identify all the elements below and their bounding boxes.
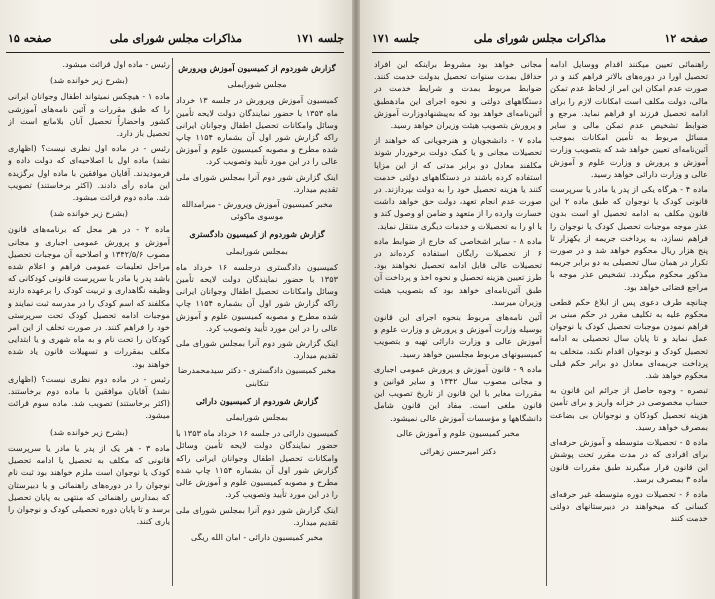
report-addressee: بمجلس شورایملی <box>226 245 288 256</box>
book-gutter <box>352 0 360 599</box>
right-page-number: صفحه ۱۲ <box>664 32 708 45</box>
reading-note: (بشرح زیر خوانده شد) <box>50 426 128 437</box>
right-header-rule <box>372 52 710 53</box>
report-heading: گزارش شوردوم از کمیسیون دادگستری <box>189 229 325 240</box>
report-addressee: بمجلس شورایملی <box>226 412 288 423</box>
report-heading: گزارش شوردوم از کمیسیون دارائی <box>195 395 319 406</box>
right-page-column-left <box>374 58 542 588</box>
report-signatory: دکتر امیرحسن زهرائی <box>419 446 497 457</box>
reading-note: (بشرح زیر خوانده شد) <box>50 75 128 86</box>
right-page-session: جلسه ۱۷۱ <box>372 32 420 45</box>
report-body: کمیسیون آموزش وپرورش در جلسه ۱۳ خرداد ماه ۱۳۵۳ با حضور نمایندگان دولت لایحه تأمین وسائل وامکانات تحصیل اطفال وجوانان ایرانی راکه گزارش شور اول آن بشماره ۱۱۵۴ چاپ شده مطرح و مصوبه کمیسیون علوم و آموزش عالی را در این مورد تأیید وتصویب کرد. <box>176 95 338 167</box>
report-body: کمیسیون دارائی در جلسه ۱۶ خرداد ماه ۱۳۵۳ با حضور نمایندگان دولت لایحه تأمین وسائل وامکانات تحصیل اطفال وجوانان ایرانی راکه گزارش شور اول آن بشماره ۱۱۵۴ چاپ شده مطرح و مصوبه کمیسیون علوم و آموزش عالی را در این مورد تأیید وتصویب کرد. <box>176 428 338 500</box>
report-signature: مخبر کمیسیون علوم و آموزش عالی <box>396 427 520 438</box>
speaker-line: رئیس - در ماده دوم نظری نیست؟ (اظهاری نشد) آقایان موافقین با ماده دوم برخاستند. (اکثر برخاستند) تصویب شد. ماده سوم قرائت میشود. <box>8 373 170 421</box>
left-page-title: مذاکرات مجلس شورای ملی <box>109 32 243 45</box>
article-text: ماده ۸ - سایر اشخاصی که خارج از ضوابط ماده ۶ از تحصیلات رایگان استفاده کرده‌اند در تحصیلات عالی قابل ادامه تحصیل نخواهند بود. طرز تعیین هزینه تحصیل و نحوه اخذ و پرداخت آن طبق آئین‌نامه‌ای خواهد بود که بتصویب هیئت وزیران میرسد. <box>374 235 542 307</box>
article-text: ماده ۵ - تحصیلات متوسطه و آموزش حرفه‌ای برای افرادی که در مدت مقرر تحت پوشش این قانون قرار میگیرند طبق مقررات قانون ماده ۳ بمصرف برسد. <box>550 437 708 484</box>
article-text: چنانچه طرف دعوی پس از ابلاغ حکم قطعی محکوم علیه به تکلیف مقرر در حکم مبنی بر فراهم نمودن موجبات تحصیل کودک یا نوجوان عمل نماید و تا پایان سال تحصیلی به ادامه تحصیل کودک و نوجوان اقدام نکند، متخلف به پرداخت جریمه‌ای معادل دو برابر حکم قبلی محکوم خواهد شد. <box>550 296 708 381</box>
article-text: ماده ۶ - تحصیلات دوره متوسطه غیر حرفه‌ای کسانی که میخواهند در دبیرستانهای دولتی خدمت کنند <box>550 488 708 524</box>
article-text: آئین نامه‌های مربوط بنحوه اجرای این قانون بوسیله وزارت آموزش و پرورش و وزارت علوم و آموزش عالی و وزارت دارائی تهیه و بتصویب کمیسیونهای مربوط مجلسین خواهد رسید. <box>374 312 542 359</box>
column-divider <box>546 58 547 586</box>
left-page-header <box>8 30 344 50</box>
right-page-column-right <box>550 58 708 588</box>
article-text: ماده ۱ - هیچکس نمیتواند اطفال وجوانان ایرانی را که طبق مقررات و آئین نامه‌های آموزشی کشور واحضاراً تحصیل آنان بلامانع است از تحصیل باز دارد. <box>8 91 170 139</box>
report-addressee: مجلس شورایملی <box>227 79 287 90</box>
article-text: ماده ۲ - در هر محل که برنامه‌های قانون آموزش و پرورش عمومی اجباری و مجانی مصوب ۱۳۴۲/۵/۶ و اصلاحیه آن موجبات تحصیل مراحل تعلیمات عمومی فراهم و اعلام شده باشد پدر یا مادر یا سرپرست قانونی کودکانی که وظیفه نگاهداری و تربیت کودک را برعهده دارند مکلفند که اسم کودک را در مدرسه ثبت نمایند و موجبات ادامه تحصیل کودک تحت سرپرستی خود را فراهم کنند. در صورت تخلف از این امر کودکان را تحت نام و به ماه شهری و یا ابتدایی مکلف بمقررات و تسهیلات قانون یاد شده خواهند بود. <box>8 224 170 369</box>
report-closing: اینک گزارش شور دوم آنرا بمجلس شورای ملی تقدیم میدارد. <box>176 171 338 194</box>
article-text: تبصره - وجوه حاصل از جرائم این قانون به حساب مخصوصی در خزانه واریز و برای تأمین هزینه تحصیل کودکان و نوجوانان بی بضاعت بمصرف خواهد رسید. <box>550 385 708 432</box>
speaker-line: رئیس - ماده اول قرائت میشود. <box>62 59 170 69</box>
report-heading: گزارش شوردوم از کمیسیون آموزش وپرورش <box>178 63 336 73</box>
report-signature: مخبر کمیسیون آموزش وپرورش - میرامدالله موسوی ماکوئی <box>181 199 333 222</box>
left-page <box>0 0 352 599</box>
article-text: ماده ۹ - قانون آموزش و پرورش عمومی اجباری و مجانی مصوب سال ۱۳۴۲ و سایر قوانین و مقررات مغایر با این قانون از تاریخ تصویب این قانون ملغی است. مفاد این قانون شامل دانشگاهها و مؤسسات آموزش عالی نمیشود. <box>374 363 542 423</box>
left-page-number: صفحه ۱۵ <box>8 32 52 45</box>
article-text: ماده ۷ - دانشجویان و هنرجویانی که خواهند از تحصیلات مجانی و یا کمک دولت برخوردار شوند مکلفند معادل دو برابر مدتی که از این مزایا استفاده کرده باشند در دستگاههای دولتی خدمت کنند یا هزینه تحصیل خود را به دولت بپردازند. در صورت عدم انجام تعهد، دولت حق خواهد داشت خسارت وارده را از متعهد و ضامن او وصول کند و یا او را به تحصیلات و خدمات دیگری منتقل نماید. <box>374 135 542 231</box>
report-body: کمیسیون دادگستری درجلسه ۱۶ خرداد ماه ۱۳۵۳ با حضور نمایندگان دولت لایحه تأمین وسائل وامکانات تحصیل اطفال وجوانان ایرانی راکه گزارش شور اول آن بشماره ۱۱۵۴ چاپ شده مطرح و مصوبه کمیسیون علوم و آموزش عالی را در این مورد تأیید وتصویب کرد. <box>176 261 338 333</box>
article-text: ماده ۴ - هرگاه یکی از پدر یا مادر یا سرپرست قانونی کودک یا نوجوان که طبق ماده ۲ این قانون مکلف به ادامه تحصیل او است بدون عذر موجه موجبات تحصیل کودک یا نوجوان را فراهم نسازد، به پرداخت جریمه از یکهزار تا پنج هزار ریال محکوم خواهد شد و در صورت تکرار در همان سال تحصیلی به دو برابر جریمه مذکور محکوم میگردد. تشخیص عذر موجه با مراجع قضائی خواهد بود. <box>550 184 708 292</box>
speaker-line: رئیس - در ماده اول نظری نیست؟ (اظهاری نشد) ماده اول با اصلاحیه‌ای که دولت داده و فرمودیدند. آقایان موافقین با ماده اول برگزیده این ماده رأی دادند. (اکثر برخاستند) تصویب شد. ماده دوم قرائت میشود. <box>8 143 170 203</box>
report-signature: مخبر کمیسیون دادگستری - دکتر سیدمحمدرضا تنکابنی <box>178 365 336 388</box>
right-page-title: مذاکرات مجلس شورای ملی <box>473 32 607 45</box>
article-text: مجانی خواهد بود مشروط براینکه این افراد حداقل بمدت سنوات تحصیل بدولت خدمت کنند. ضوابط مربوط بمدت و شرایط خدمت در دستگاههای دولتی و نحوه اجرای این مادهطبق آئین‌نامه‌ای خواهد بود که به‌پیشنهادوزارت آموزش و پرورش بتصویب هیئت وزیران خواهد رسید. <box>374 59 542 131</box>
article-text: ماده ۳ - هر یک از پدر یا مادر یا سرپرست قانونی که مکلف به تحصیل یا ادامه تحصیل کودک یا نوجوان است ملزم خواهند بود ثبت نام نوجوان را در دوره‌های راهنمائی و یا دبیرستان که بمدارس راهنمائی که منتهی به پایان تحصیل برسد و تا پایان دوره تحصیلی کودک و نوجوان را یاری کنند. <box>8 442 170 527</box>
left-page-column-right <box>176 58 338 588</box>
report-signature: مخبر کمیسیون دارائی - امان الله ریگی <box>190 531 324 542</box>
column-divider <box>172 58 173 586</box>
report-closing: اینک گزارش شور دوم آنرا بمجلس شورای ملی تقدیم میدارد. <box>176 504 338 527</box>
right-page <box>360 0 715 599</box>
left-page-session: جلسه ۱۷۱ <box>296 32 344 45</box>
report-closing: اینک گزارش شور دوم آنرا بمجلس شورای ملی تقدیم میدارد. <box>176 338 338 361</box>
right-page-header <box>372 30 708 50</box>
article-text: راهنمائی تعیین میکنند اقدام ووسایل ادامه تحصیل اورا در دوره‌های بالاتر فراهم کند و در صورت عدم امکان این امر از لحاظ عدم تمکن مالی، دولت مکلف است امکانات لازم را برای ادامه تحصیل فرزند او فراهم نماید. مرجع و ضوابط تشخیص عدم تمکن مالی و سایر مسائل مربوط به تأمین امکانات بموجب آئین‌نامه‌ای تعیین خواهد شد که بتصویب وزارت آموزش و پرورش و وزارت علوم و آموزش عالی و وزارت دارائی خواهد رسید. <box>550 59 708 179</box>
reading-note: (بشرح زیر خوانده شد) <box>50 208 128 219</box>
left-page-column-left <box>8 58 170 588</box>
left-header-rule <box>6 52 344 53</box>
